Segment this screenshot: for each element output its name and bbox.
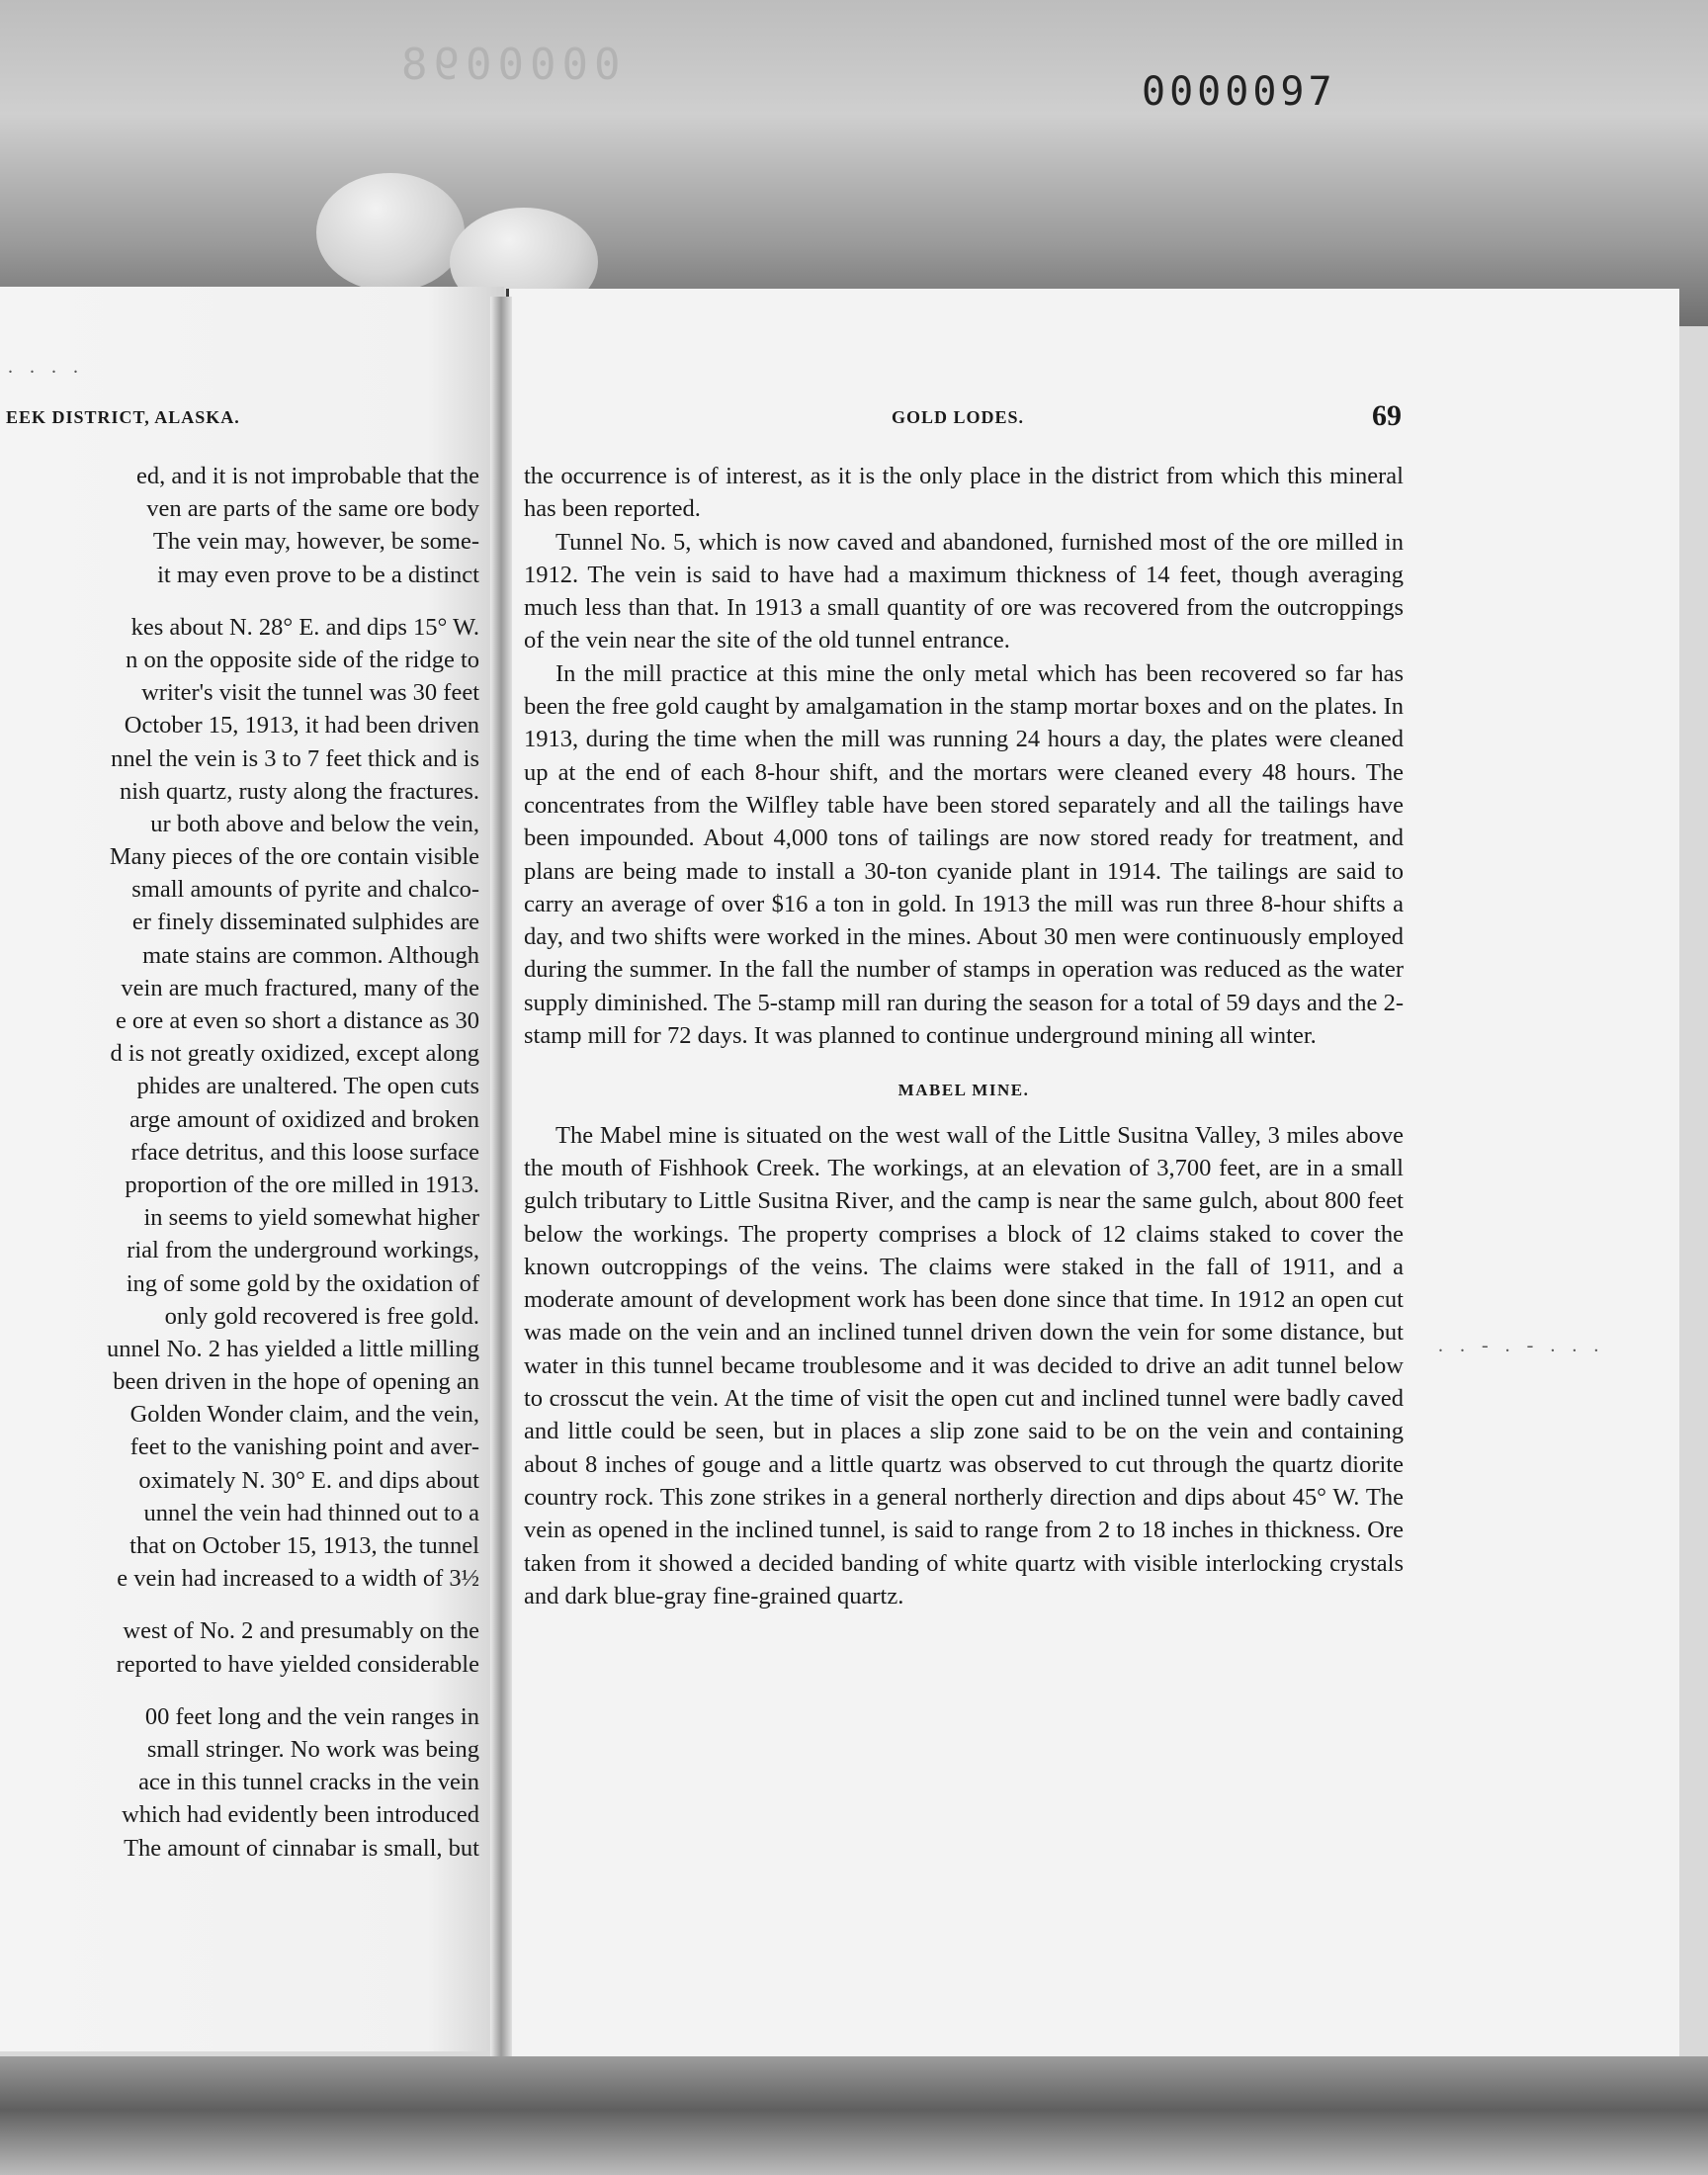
left-running-head: EEK DISTRICT, ALASKA. (6, 407, 240, 427)
section-title: MABEL MINE. (897, 1081, 1030, 1100)
paragraph: Tunnel No. 5, which is now caved and abandoned, furnished most of the ore milled in 1912. The vein is said to have had a maximum thickness of 14 feet, though averaging much less than that. In 1913 a small quantity of ore was recovered from the outcroppings of the vein near the site of the old tunnel entrance. (524, 528, 1404, 654)
left-text-line: The amount of cinnabar is small, but (124, 1834, 479, 1862)
book-gutter (490, 297, 512, 2056)
bleed-through-number: 0000098 (395, 40, 621, 90)
page-number: 69 (1372, 399, 1402, 432)
left-text-line: The vein may, however, be some- (152, 528, 479, 556)
paragraph: In the mill practice at this mine the only metal which has been recovered so far has been the free gold caught by amalgamation in the stamp mortar boxes and on the plates. In 1913, during the time when the mill was running 24 hours a day, the plates were cleaned up at the end of each 8-hour shift, and the mortars were cleaned every 48 hours. The concentrates from the Wilfley table have been stored separately and all the tailings have been impounded. About 4,000 tons of tailings are now stored ready for treatment, and plans are being made to install a 30-ton cyanide plant in 1914. The tailings are said to carry an average of over $16 a ton in gold. In 1913 the mill was run three 8-hour shifts a day, and two shifts were worked in the mines. About 30 men were continuously employed during the summer. In the fall the number of stamps in operation was reduced as the water supply diminished. The 5-stamp mill ran during the season for a total of 59 days and the 2-stamp mill for 72 days. It was planned to continue underground mining all winter. (524, 659, 1404, 1050)
left-text-line: October 15, 1913, it had been driven (124, 712, 479, 740)
left-text-line: ing of some gold by the oxidation of (126, 1269, 479, 1297)
left-text-line (0, 1681, 479, 1700)
left-text-line: er finely disseminated sulphides are (131, 909, 479, 936)
left-text-line: rface detritus, and this loose surface (130, 1138, 479, 1166)
left-text-line: in seems to yield somewhat higher (143, 1204, 479, 1232)
left-text-line: nish quartz, rusty along the fractures. (120, 777, 479, 805)
left-text-line: mate stains are common. Although (142, 941, 479, 969)
paragraph: the occurrence is of interest, as it is the only place in the district from which this mineral has been reported. (524, 463, 1404, 523)
left-text-line: 00 feet long and the vein ranges in (144, 1702, 479, 1730)
left-text-line: Golden Wonder claim, and the vein, (129, 1401, 479, 1429)
page-body (524, 460, 1404, 1612)
left-text-line: unnel No. 2 has yielded a little milling (107, 1335, 479, 1362)
left-text-line: e vein had increased to a width of 3½ (117, 1565, 479, 1593)
left-text-line: ace in this tunnel cracks in the vein (138, 1769, 479, 1796)
left-text-line: proportion of the ore milled in 1913. (125, 1171, 479, 1198)
left-page-text (0, 460, 479, 1865)
left-text-line: d is not greatly oxidized, except along (110, 1040, 479, 1068)
running-head: GOLD LODES. (892, 407, 1025, 427)
left-text-line: rial from the underground workings, (127, 1237, 479, 1264)
left-text-line: ed, and it is not improbable that the (135, 463, 479, 489)
scan-dots: . . . . (8, 356, 84, 378)
left-text-line: it may even prove to be a distinct (157, 561, 479, 588)
left-text-line (0, 1595, 479, 1614)
thumb-shadow (316, 173, 465, 292)
scan-background-top (0, 0, 1708, 326)
left-text-line: ur both above and below the vein, (150, 810, 479, 837)
left-text-line: small amounts of pyrite and chalco- (131, 876, 479, 904)
left-text-line: writer's visit the tunnel was 30 feet (141, 679, 479, 707)
paragraph: The Mabel mine is situated on the west wall of the Little Susitna Valley, 3 miles above the mouth of Fishhook Creek. The workings, at an elevation of 3,700 feet, are in a small gulch tributary to Little Susitna River, and the camp is near the same gulch, about 800 feet below the workings. The property comprises a block of 12 claims staked to cover the known outcroppings of the veins. The claims were staked in the fall of 1911, and a moderate amount of development work has been done since that time. In 1912 an open cut was made on the vein and an inclined tunnel driven down the vein for some distance, but water in this tunnel became troublesome and it was decided to drive an adit tunnel below to crosscut the vein. At the time of visit the open cut and inclined tunnel were badly caved and little could be seen, but in places a slip zone said to be on the vein and containing about 8 inches of gouge and a little quartz was observed to cut through the quartz diorite country rock. This zone strikes in a general northerly direction and dips about 45° W. The vein as opened in the inclined tunnel, is said to range from 2 to 18 inches in thickness. Ore taken from it showed a decided banding of white quartz with visible interlocking crystals and dark blue-gray fine-grained quartz. (524, 1121, 1404, 1610)
document-number: 0000097 (1142, 69, 1336, 115)
left-text-line: arge amount of oxidized and broken (128, 1105, 479, 1133)
left-text-line: feet to the vanishing point and aver- (129, 1434, 479, 1461)
left-text-line: west of No. 2 and presumably on the (123, 1617, 479, 1645)
left-text-line: which had evidently been introduced (122, 1801, 479, 1829)
left-text-line: that on October 15, 1913, the tunnel (129, 1532, 479, 1559)
left-text-line: small stringer. No work was being (146, 1735, 479, 1763)
left-text-line: n on the opposite side of the ridge to (126, 646, 479, 673)
left-text-line: reported to have yielded considerable (116, 1650, 479, 1678)
left-text-line (0, 591, 479, 611)
scan-dots: . . - . - . . . (1438, 1335, 1605, 1356)
left-text-line: phides are unaltered. The open cuts (136, 1073, 479, 1100)
left-text-line: vein are much fractured, many of the (121, 974, 479, 1001)
left-text-line: oximately N. 30° E. and dips about (138, 1466, 479, 1494)
left-text-line: kes about N. 28° E. and dips 15° W. (130, 613, 479, 641)
left-text-line: been driven in the hope of opening an (113, 1368, 479, 1396)
left-text-line: only gold recovered is free gold. (164, 1302, 479, 1330)
scan-background-bottom (0, 2056, 1708, 2175)
left-text-line: unnel the vein had thinned out to a (143, 1499, 479, 1526)
left-text-line: ven are parts of the same ore body (146, 495, 479, 523)
left-text-line: e ore at even so short a distance as 30 (115, 1007, 479, 1034)
left-text-line: Many pieces of the ore contain visible (109, 843, 479, 871)
left-text-line: nnel the vein is 3 to 7 feet thick and is (111, 744, 479, 772)
